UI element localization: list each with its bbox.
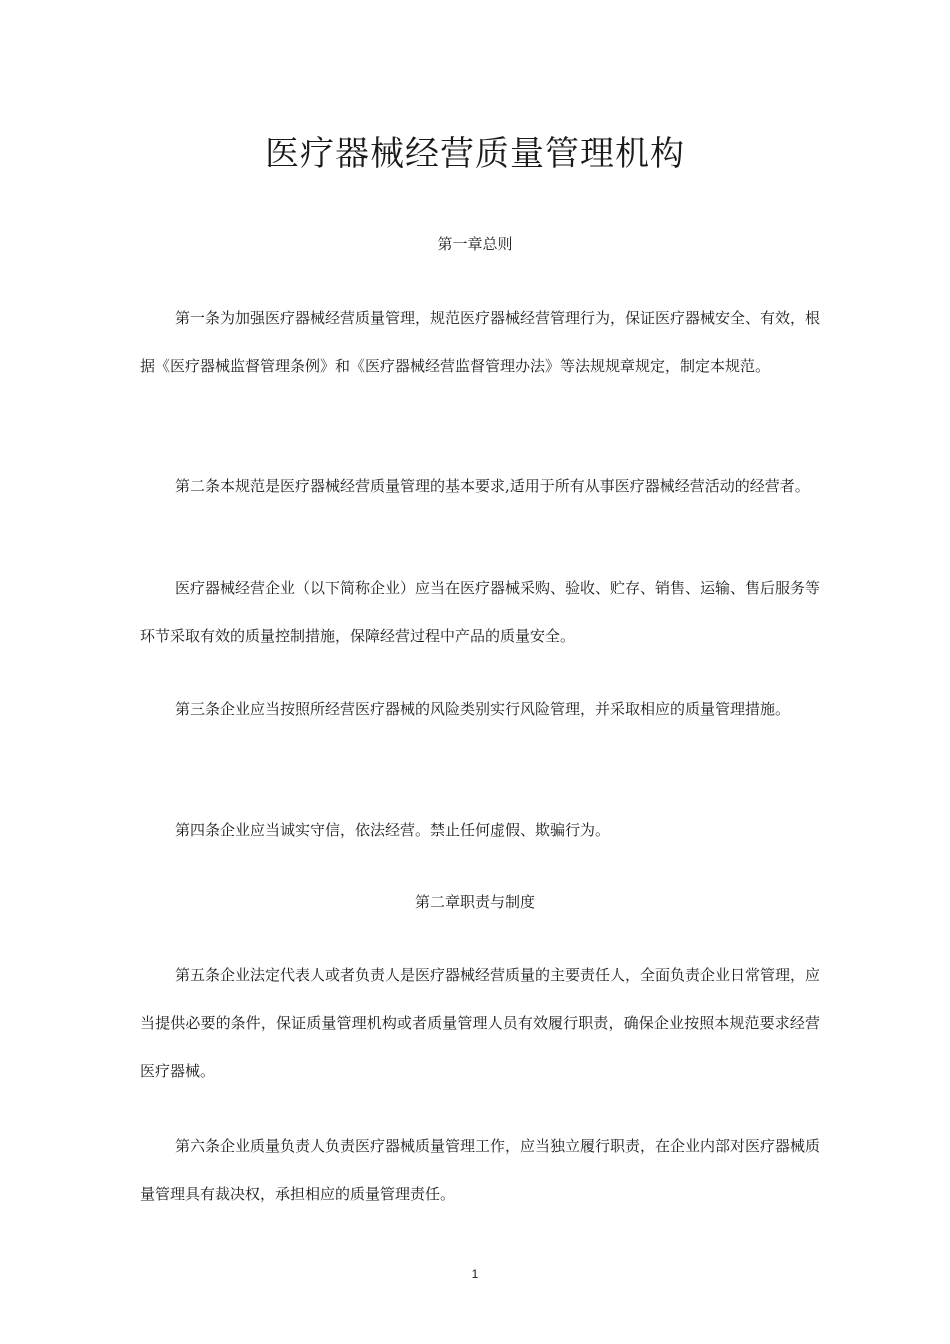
document-title: 医疗器械经营质量管理机构 xyxy=(265,134,685,174)
article-paragraph: 第二条本规范是医疗器械经营质量管理的基本要求,适用于所有从事医疗器械经营活动的经营者。 xyxy=(175,477,810,495)
chapter-heading: 第二章职责与制度 xyxy=(414,893,535,911)
article-paragraph: 第三条企业应当按照所经营医疗器械的风险类别实行风险管理，并采取相应的质量管理措施。 xyxy=(175,700,791,718)
article-paragraph: 第一条为加强医疗器械经营质量管理，规范医疗器械经营管理行为，保证医疗器械安全、有效，根据《医疗器械监督管理条例》和《医疗器械经营监督管理办法》等法规规章规定，制定本规范。 xyxy=(140,309,821,375)
article-paragraph: 第六条企业质量负责人负责医疗器械质量管理工作，应当独立履行职责，在企业内部对医疗器械质量管理具有裁决权，承担相应的质量管理责任。 xyxy=(140,1137,821,1203)
chapter-heading: 第一章总则 xyxy=(437,235,513,253)
article-paragraph: 医疗器械经营企业（以下简称企业）应当在医疗器械采购、验收、贮存、销售、运输、售后服务等环节采取有效的质量控制措施，保障经营过程中产品的质量安全。 xyxy=(140,579,821,645)
article-paragraph: 第四条企业应当诚实守信，依法经营。禁止任何虚假、欺骗行为。 xyxy=(175,821,611,839)
article-paragraph: 第五条企业法定代表人或者负责人是医疗器械经营质量的主要责任人，全面负责企业日常管理，应当提供必要的条件，保证质量管理机构或者质量管理人员有效履行职责，确保企业按照本规范要求经营医疗器械。 xyxy=(140,966,821,1080)
page-number: 1 xyxy=(471,1267,479,1281)
